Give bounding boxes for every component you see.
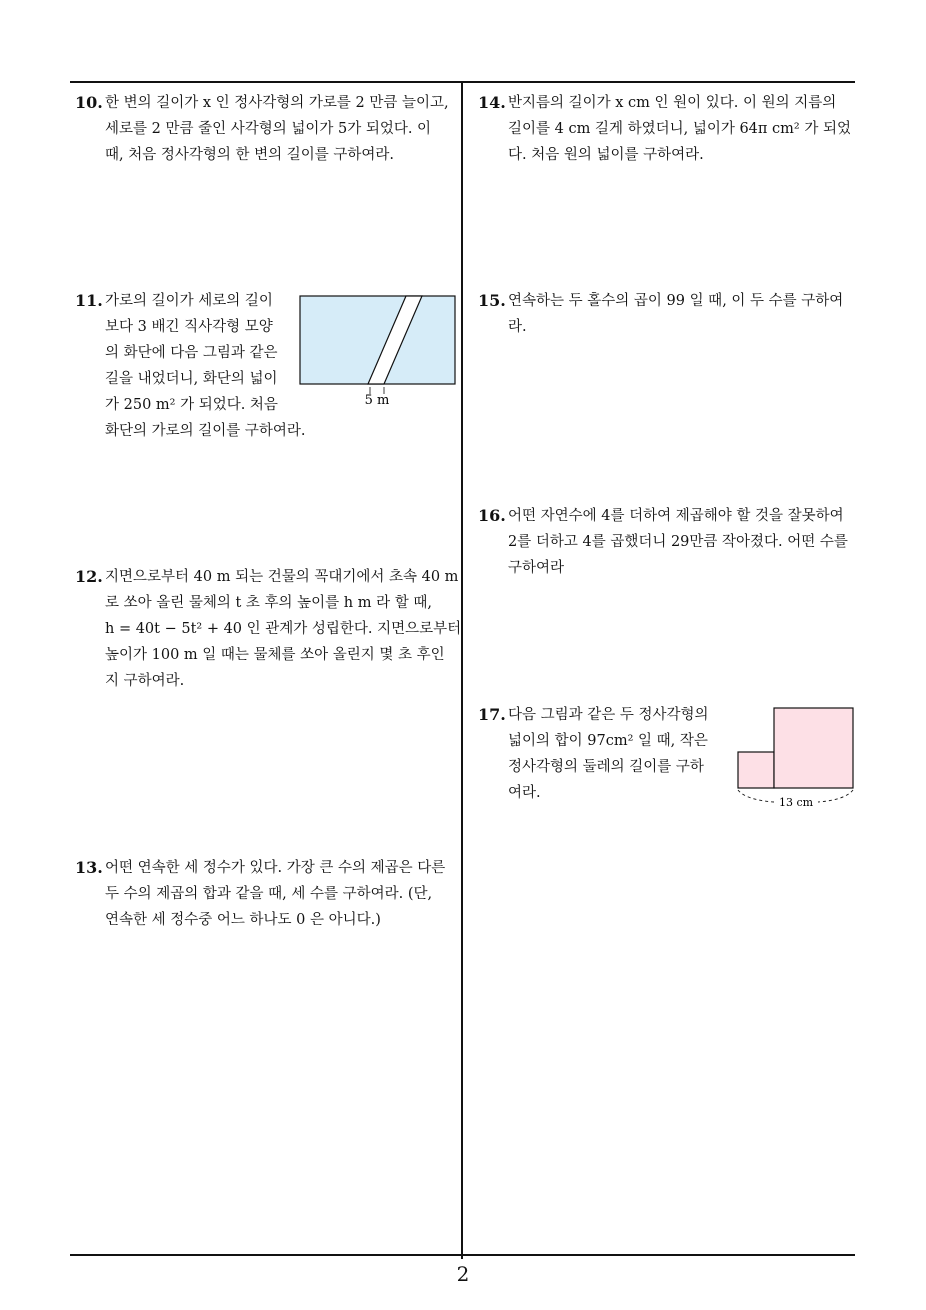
problem-12 <box>75 564 462 694</box>
problem-text-line: 지면으로부터 40 m 되는 건물의 꼭대기에서 초속 40 m <box>105 569 459 585</box>
problem-text-line: 세로를 2 만큼 줄인 사각형의 넓이가 5가 되었다. 이 <box>105 121 432 137</box>
problem-text-line: 정사각형의 둘레의 길이를 구하 <box>508 759 704 775</box>
problem-text-line: 구하여라 <box>508 560 565 576</box>
problem-text-line: 길을 내었더니, 화단의 넓이 <box>105 371 278 387</box>
bottom-rule <box>70 1254 855 1256</box>
problem-text-line: 여라. <box>508 785 541 801</box>
problem-number: 14. <box>478 93 506 112</box>
problem-14 <box>478 90 860 168</box>
page-number: 2 <box>456 1262 470 1286</box>
problem-text-line: 가 250 m² 가 되었다. 처음 <box>105 397 278 413</box>
problem-10 <box>75 90 457 168</box>
combined-length-label: 13 cm <box>778 796 814 809</box>
problem-text-line: 반지름의 길이가 x cm 인 원이 있다. 이 원의 지름의 <box>508 95 837 111</box>
problem-text-line: 라. <box>508 319 527 335</box>
problem-text-line: 어떤 연속한 세 정수가 있다. 가장 큰 수의 제곱은 다른 <box>105 860 446 876</box>
problem-text-line: h = 40t − 5t² + 40 인 관계가 성립한다. 지면으로부터 <box>105 621 462 637</box>
problem-text-line: 다. 처음 원의 넓이를 구하여라. <box>508 147 704 163</box>
problem-number: 12. <box>75 567 103 586</box>
problem-text-line: 보다 3 배긴 직사각형 모양 <box>105 319 273 335</box>
problem-text-line: 연속하는 두 홀수의 곱이 99 일 때, 이 두 수를 구하여 <box>508 293 844 309</box>
problem-text-line: 두 수의 제곱의 합과 같을 때, 세 수를 구하여라. (단, <box>105 886 433 902</box>
problem-text-line: 가로의 길이가 세로의 길이 <box>105 293 273 309</box>
problem-number: 16. <box>478 506 506 525</box>
problem-text-line: 지 구하여라. <box>105 673 185 689</box>
problem-text-line: 높이가 100 m 일 때는 물체를 쏘아 올린지 몇 초 후인 <box>105 647 445 663</box>
problem-number: 11. <box>75 291 103 310</box>
problem-number: 10. <box>75 93 103 112</box>
problem-number: 13. <box>75 858 103 877</box>
problem-text-line: 화단의 가로의 길이를 구하여라. <box>105 423 306 439</box>
problem-text-line: 다음 그림과 같은 두 정사각형의 <box>508 707 709 723</box>
two-squares-diagram <box>734 706 858 816</box>
problem-text-line: 길이를 4 cm 길게 하였더니, 넓이가 64π cm² 가 되었 <box>508 121 851 137</box>
problem-text-line: 로 쏘아 올린 물체의 t 초 후의 높이를 h m 라 할 때, <box>105 595 432 611</box>
problem-number: 15. <box>478 291 506 310</box>
problem-text-line: 2를 더하고 4를 곱했더니 29만큼 작아졌다. 어떤 수를 <box>508 534 848 550</box>
problem-13 <box>75 855 457 933</box>
large-square <box>774 708 853 788</box>
problem-number: 17. <box>478 705 506 724</box>
column-divider <box>461 81 463 1259</box>
path-width-label: 5 m <box>364 393 390 408</box>
problem-text-line: 넓이의 합이 97cm² 일 때, 작은 <box>508 733 708 749</box>
problem-16 <box>478 503 860 581</box>
problem-text-line: 어떤 자연수에 4를 더하여 제곱해야 할 것을 잘못하여 <box>508 508 844 524</box>
problem-text-line: 의 화단에 다음 그림과 같은 <box>105 345 278 361</box>
problem-text-line: 한 변의 길이가 x 인 정사각형의 가로를 2 만큼 늘이고, <box>105 95 449 111</box>
problem-15 <box>478 288 860 340</box>
small-square <box>738 752 774 788</box>
problem-text-line: 연속한 세 정수중 어느 하나도 0 은 아니다.) <box>105 912 381 928</box>
problem-text-line: 때, 처음 정사각형의 한 변의 길이를 구하여라. <box>105 147 394 163</box>
garden-diagram <box>298 294 458 410</box>
problem-17 <box>478 702 728 806</box>
